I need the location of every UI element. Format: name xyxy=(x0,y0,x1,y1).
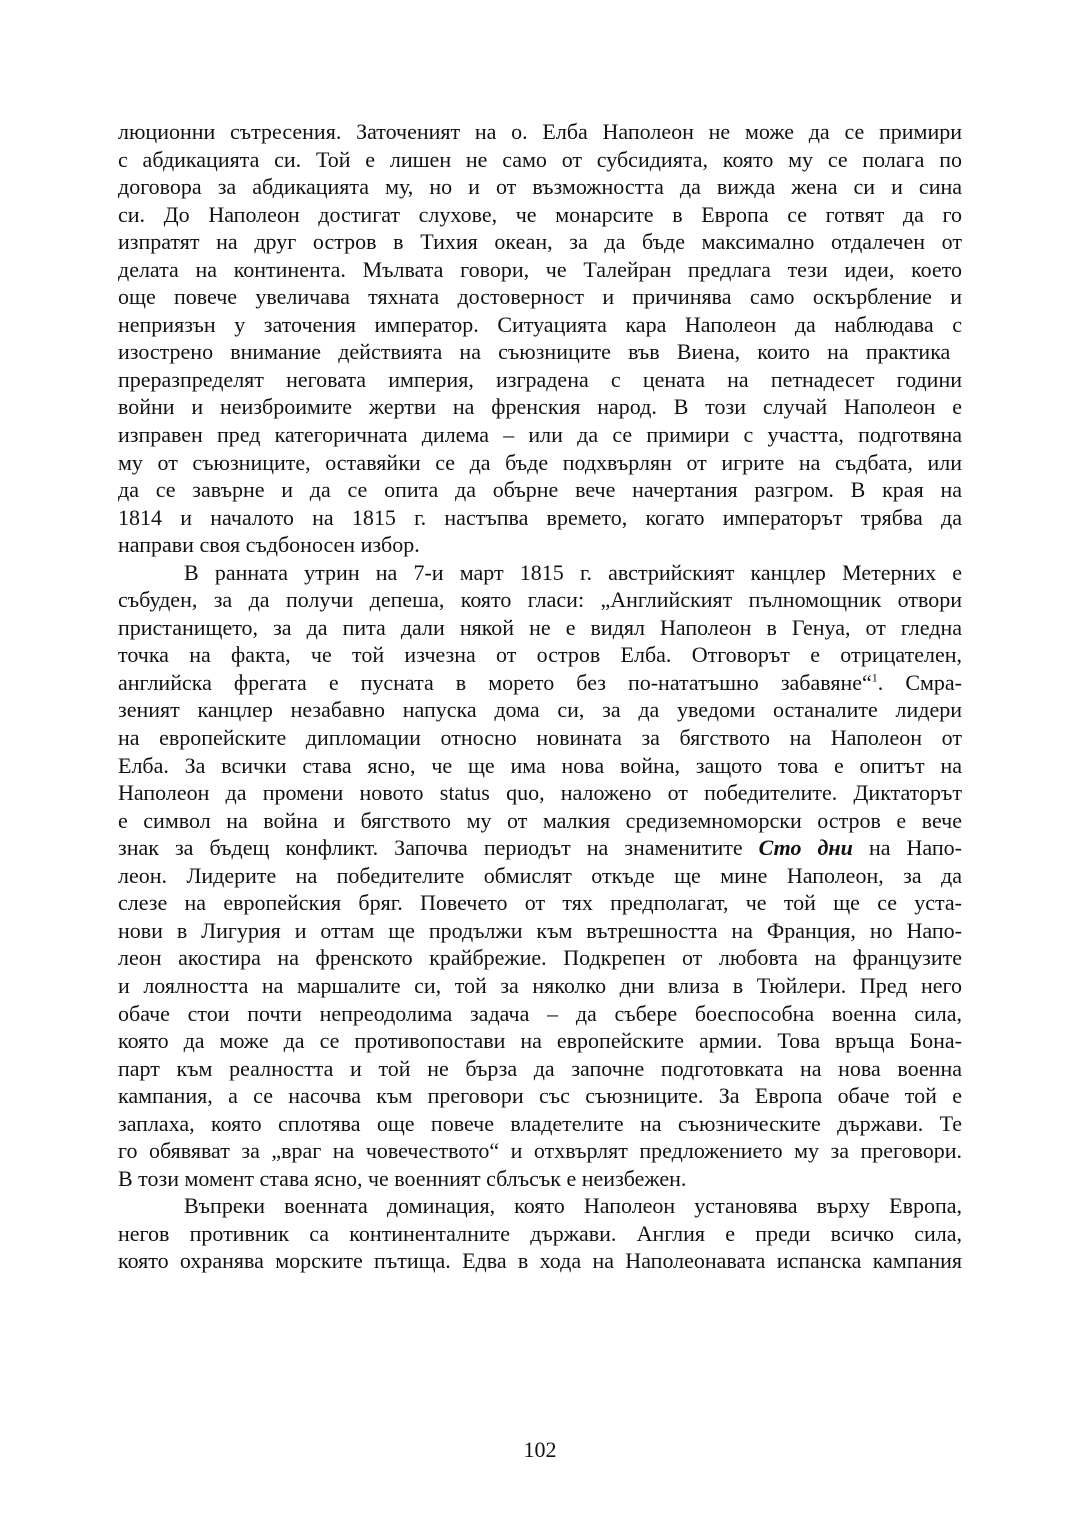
text-line: В този момент става ясно, че военният сблъсък е неизбежен. xyxy=(118,1165,687,1191)
text-line: изпратят на друг остров в Тихия океан, за да бъде максимално отдалечен от xyxy=(118,229,962,255)
text-segment: на Напо- xyxy=(852,835,963,861)
text-line-with-footnote xyxy=(118,669,962,697)
text-segment: знак за бъдещ конфликт. Започва периодът на знаменитите xyxy=(118,835,759,861)
page-number: 102 xyxy=(523,1437,557,1462)
text-line: кампания, а се насочва към преговори със съюзниците. За Европа обаче той е xyxy=(118,1083,962,1109)
text-line: 1814 и началото на 1815 г. настъпва времето, когато императорът трябва да xyxy=(118,504,962,530)
text-line: още повече увеличава тяхната достоверност и причинява само оскърбление и xyxy=(118,284,962,310)
text-line: която охранява морските пътища. Едва в хода на Наполеонавата испанска кампания xyxy=(118,1248,962,1274)
paragraph-2 xyxy=(118,559,962,1193)
text-line: точка на факта, че той изчезна от остров Елба. Отговорът е отрицателен, xyxy=(118,642,962,668)
footnote-reference[interactable]: 1 xyxy=(871,670,878,685)
text-line: направи своя съдбоносен избор. xyxy=(118,532,420,558)
text-line: изправен пред категоричната дилема – или да се примири с участта, подготвяна xyxy=(118,422,962,448)
paragraph-3 xyxy=(118,1192,962,1275)
text-line: войни и неизброимите жертви на френския народ. В този случай Наполеон е xyxy=(118,394,962,420)
text-line: Елба. За всички става ясно, че ще има нова война, защото това е опитът на xyxy=(118,752,962,778)
text-line: зеният канцлер незабавно напуска дома си, за да уведоми останалите лидери xyxy=(118,697,962,723)
text-line: изострено внимание действията на съюзниците във Виена, които на практика xyxy=(118,339,951,365)
text-line: делата на континента. Мълвата говори, че Талейран предлага тези идеи, което xyxy=(118,256,962,282)
text-line: Наполеон да промени новото status quo, наложено от победителите. Диктаторът xyxy=(118,780,962,806)
text-line: договора за абдикацията му, но и от възможността да вижда жена си и сина xyxy=(118,174,962,200)
text-segment: . Смра- xyxy=(877,669,963,695)
text-line: В ранната утрин на 7-и март 1815 г. австрийският канцлер Метерних е xyxy=(184,559,962,585)
text-segment: английска фрегата е пусната в морето без по-нататъшно забавяне“ xyxy=(118,669,872,695)
emphasized-term: Сто дни xyxy=(758,835,853,861)
text-line: която да може да се противопостави на европейските армии. Това връща Бона- xyxy=(118,1028,962,1054)
text-line: си. До Наполеон достигат слухове, че монарсите в Европа се готвят да го xyxy=(118,201,962,227)
text-line: на европейските дипломации относно новината за бягството на Наполеон от xyxy=(118,725,962,751)
text-line: негов противник са континенталните държави. Англия е преди всичко сила, xyxy=(118,1220,962,1246)
text-line: и лоялността на маршалите си, той за няколко дни влиза в Тюйлери. Пред него xyxy=(118,972,962,998)
text-line: парт към реалността и той не бърза да започне подготовката на нова военна xyxy=(118,1055,962,1081)
text-line: слезе на европейския бряг. Повечето от тях предполагат, че той ще се уста- xyxy=(118,890,962,916)
page-body xyxy=(118,118,962,1275)
text-line: да се завърне и да се опита да обърне вече начертания разгром. В края на xyxy=(118,477,962,503)
text-line: с абдикацията си. Той е лишен не само от субсидията, която му се полага по xyxy=(118,146,962,172)
text-line: леон. Лидерите на победителите обмислят откъде ще мине Наполеон, за да xyxy=(118,862,962,888)
text-line: заплаха, която сплотява още повече владетелите на съюзническите държави. Те xyxy=(118,1110,962,1136)
paragraph-1 xyxy=(118,118,962,559)
text-line: леон акостира на френското крайбрежие. Подкрепен от любовта на французите xyxy=(118,945,962,971)
text-line: пристанището, за да пита дали някой не е видял Наполеон в Генуа, от гледна xyxy=(118,614,962,640)
text-line: Въпреки военната доминация, която Наполеон установява върху Европа, xyxy=(184,1193,962,1219)
text-line: неприязън у заточения император. Ситуацията кара Наполеон да наблюдава с xyxy=(118,311,962,337)
text-line: люционни сътресения. Заточеният на о. Елба Наполеон не може да се примири xyxy=(118,119,962,144)
text-line: събуден, за да получи депеша, която гласи: „Английският пълномощник отвори xyxy=(118,587,962,613)
text-line: обаче стои почти непреодолима задача – да събере боеспособна военна сила, xyxy=(118,1000,962,1026)
text-line: го обявяват за „враг на човечеството“ и отхвърлят предложението му за преговори. xyxy=(118,1138,962,1164)
text-line: е символ на война и бягството му от малкия средиземноморски остров е вече xyxy=(118,807,962,833)
text-line: нови в Лигурия и оттам ще продължи към вътрешността на Франция, но Напо- xyxy=(118,917,962,943)
text-line-with-emphasis xyxy=(118,834,962,862)
text-line: преразпределят неговата империя, изградена с цената на петнадесет години xyxy=(118,366,962,392)
text-line: му от съюзниците, оставяйки се да бъде подхвърлян от игрите на съдбата, или xyxy=(118,449,962,475)
